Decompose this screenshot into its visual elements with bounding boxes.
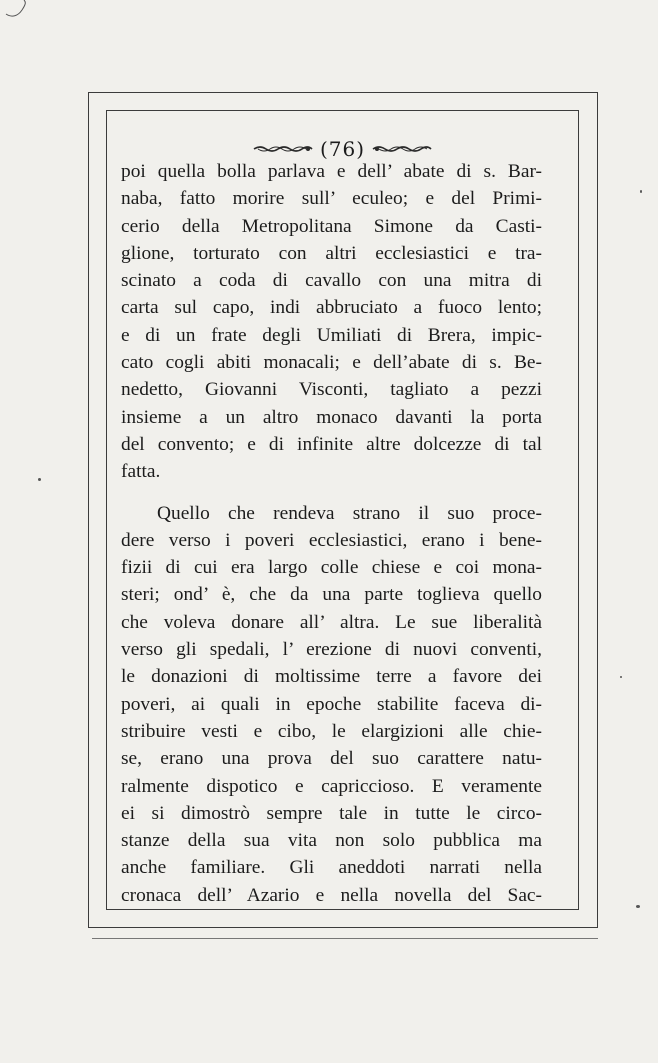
text-line: poveri, ai quali in epoche stabilite faceva di- [121, 693, 542, 715]
text-line: del convento; e di infinite altre dolcezze di tal [121, 433, 542, 455]
margin-scribble-mark [4, 0, 28, 20]
text-line: anche familiare. Gli aneddoti narrati nella [121, 857, 542, 879]
page-number-value: 76 [328, 136, 357, 161]
text-line: dere verso i poveri ecclesiastici, erano i bene- [121, 529, 542, 551]
text-line: verso gli spedali, l’ erezione di nuovi conventi, [121, 639, 542, 661]
text-line: le donazioni di moltissime terre a favore dei [121, 666, 542, 688]
ink-speck [636, 905, 640, 908]
paragraph-gap [121, 486, 542, 500]
ink-speck [640, 190, 642, 193]
text-line: ralmente dispotico e capriccioso. E veramente [121, 775, 542, 797]
text-line: naba, fatto morire sull’ eculeo; e del Primi- [121, 188, 542, 210]
body-text [121, 158, 542, 909]
text-line: fatta. [121, 461, 161, 483]
text-line: fizii di cui era largo colle chiese e coi mona- [121, 557, 542, 579]
ink-speck [38, 478, 41, 481]
text-line: che voleva donare all’ altra. Le sue liberalità [121, 611, 542, 633]
text-line: ei si dimostrò sempre tale in tutte le circo- [121, 802, 542, 824]
text-line: se, erano una prova del suo carattere natu- [121, 748, 542, 770]
text-line: cerio della Metropolitana Simone da Casti- [121, 215, 542, 237]
text-line: carta sul capo, indi abbruciato a fuoco lento; [121, 297, 542, 319]
text-line: e di un frate degli Umiliati di Brera, impic- [121, 324, 542, 346]
text-line: steri; ond’ è, che da una parte toglieva quello [121, 584, 542, 606]
text-line: scinato a coda di cavallo con una mitra di [121, 270, 542, 292]
text-line: insieme a un altro monaco davanti la porta [121, 406, 542, 428]
text-line: cronaca dell’ Azario e nella novella del Sac- [121, 884, 542, 906]
paragraph-1 [121, 158, 542, 486]
bottom-rule [92, 938, 598, 939]
text-line: stribuire vesti e cibo, le elargizioni alle chie- [121, 720, 542, 742]
page-number: (76) [319, 136, 366, 161]
text-line: glione, torturato con altri ecclesiastici e tra- [121, 242, 542, 264]
text-line: poi quella bolla parlava e dell’ abate di s. Bar- [121, 161, 542, 182]
text-line: nedetto, Giovanni Visconti, tagliato a pezzi [121, 379, 542, 401]
ink-speck [620, 676, 622, 678]
paragraph-2 [121, 500, 542, 909]
right-scroll-ornament-icon [371, 144, 433, 154]
text-line: Quello che rendeva strano il suo proce- [157, 502, 542, 524]
text-line: stanze della sua vita non solo pubblica ma [121, 830, 542, 852]
left-scroll-ornament-icon [252, 144, 314, 154]
text-line: cato cogli abiti monacali; e dell’abate di s. Be- [121, 352, 542, 374]
